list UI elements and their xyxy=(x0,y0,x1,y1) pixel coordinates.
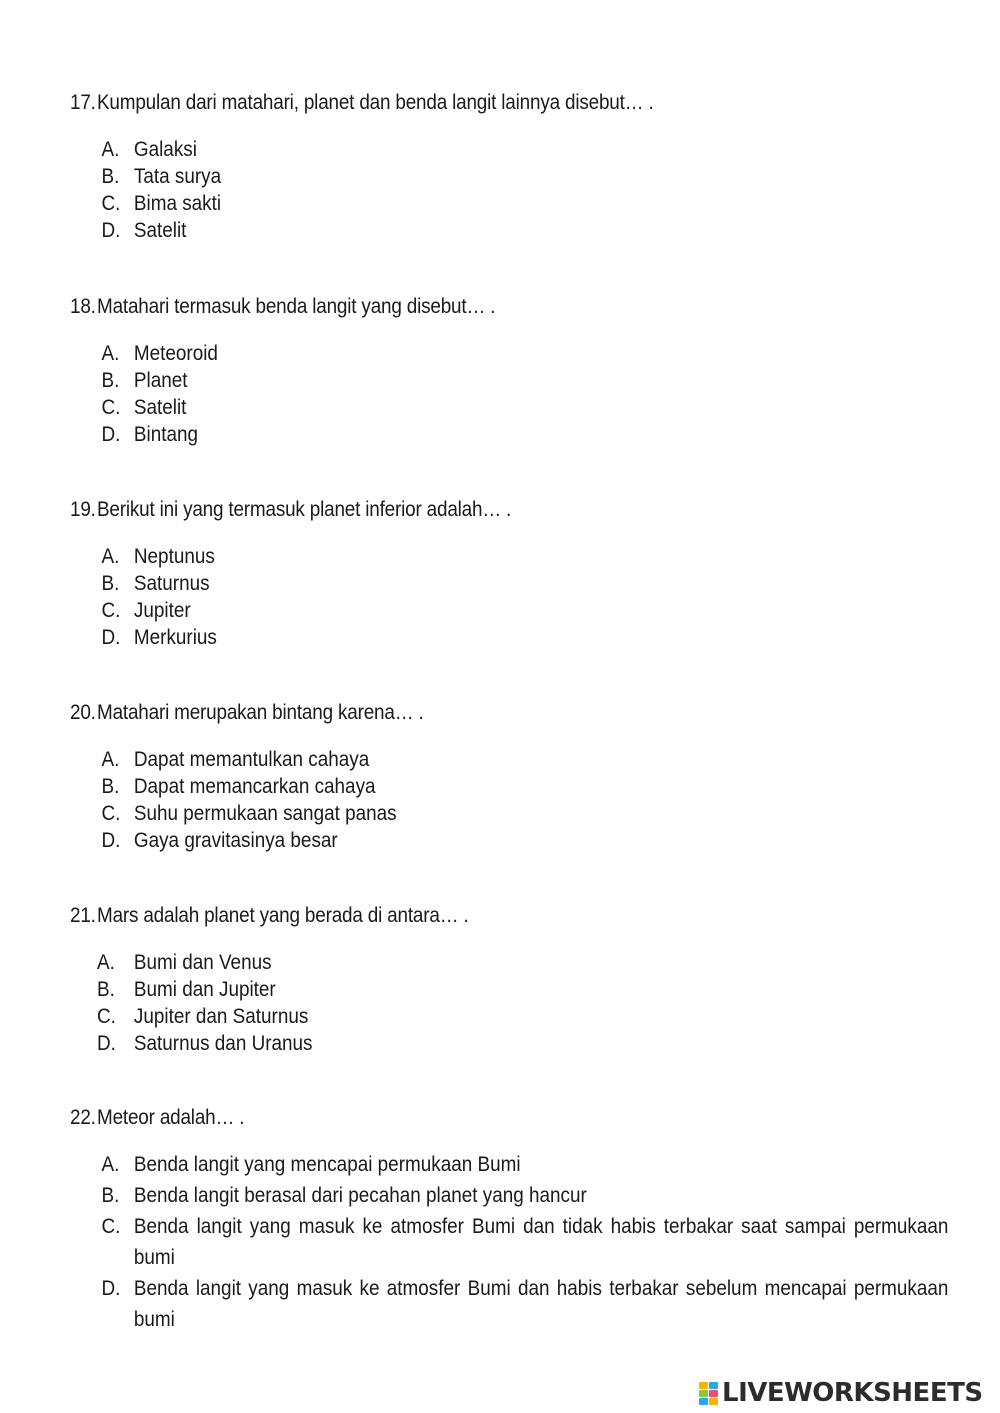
logo-tile xyxy=(699,1382,708,1389)
question-stem xyxy=(70,497,871,523)
option-text: Benda langit berasal dari pecahan planet yang hancur xyxy=(133,1184,587,1207)
liveworksheets-logo xyxy=(698,1378,983,1408)
question-stem xyxy=(70,90,871,116)
option-c[interactable] xyxy=(70,190,871,217)
question-text: Berikut ini yang termasuk planet inferior adalah… . xyxy=(97,498,512,521)
option-letter: C. xyxy=(101,802,121,825)
option-text: Benda langit yang masuk ke atmosfer Bumi dan tidak habis terbakar saat sampai permukaan bumi xyxy=(133,1215,949,1269)
option-text: Merkurius xyxy=(133,626,217,649)
option-letter: D. xyxy=(101,626,121,649)
option-b[interactable] xyxy=(70,976,871,1003)
option-text: Saturnus xyxy=(133,572,210,595)
question-text: Matahari termasuk benda langit yang disebut… . xyxy=(97,295,496,318)
option-a[interactable] xyxy=(70,949,871,976)
question-18 xyxy=(70,294,960,448)
option-text: Bumi dan Jupiter xyxy=(133,978,276,1001)
logo-tile xyxy=(709,1390,718,1397)
option-text: Jupiter xyxy=(133,599,191,622)
option-text: Bima sakti xyxy=(133,192,222,215)
question-stem xyxy=(70,903,871,929)
option-letter: B. xyxy=(97,978,115,1001)
option-text: Benda langit yang mencapai permukaan Bumi xyxy=(133,1153,521,1176)
options-list xyxy=(70,1149,960,1335)
question-number: 22. xyxy=(70,1106,96,1129)
option-b[interactable] xyxy=(70,773,871,800)
option-letter: B. xyxy=(101,369,120,392)
option-a[interactable] xyxy=(70,1149,871,1180)
logo-tile xyxy=(699,1398,708,1405)
option-d[interactable] xyxy=(70,1030,871,1057)
option-text: Neptunus xyxy=(133,545,215,568)
option-text: Tata surya xyxy=(133,165,222,188)
options-list xyxy=(70,543,960,651)
logo-tile xyxy=(699,1390,708,1397)
option-text: Dapat memancarkan cahaya xyxy=(133,775,376,798)
option-c[interactable] xyxy=(70,597,871,624)
question-21 xyxy=(70,903,960,1057)
question-text: Kumpulan dari matahari, planet dan benda langit lainnya disebut… . xyxy=(97,91,654,114)
option-letter: C. xyxy=(97,1005,116,1028)
question-number: 20. xyxy=(70,701,96,724)
option-text: Satelit xyxy=(133,219,187,242)
option-letter: C. xyxy=(101,192,121,215)
question-text: Meteor adalah… . xyxy=(97,1106,245,1129)
option-text: Jupiter dan Saturnus xyxy=(133,1005,309,1028)
option-letter: D. xyxy=(101,829,121,852)
option-letter: D. xyxy=(101,219,121,242)
option-text: Gaya gravitasinya besar xyxy=(133,829,338,852)
question-19 xyxy=(70,497,960,651)
option-a[interactable] xyxy=(70,340,871,367)
option-letter: A. xyxy=(101,138,120,161)
question-number: 21. xyxy=(70,904,96,927)
option-text: Dapat memantulkan cahaya xyxy=(133,748,370,771)
option-letter: B. xyxy=(101,165,120,188)
logo-icon xyxy=(698,1381,718,1405)
option-letter: A. xyxy=(97,951,115,974)
option-letter: C. xyxy=(101,599,121,622)
option-letter: A. xyxy=(101,342,120,365)
option-c[interactable] xyxy=(70,394,871,421)
option-letter: A. xyxy=(101,748,120,771)
option-text: Galaksi xyxy=(133,138,197,161)
option-c[interactable] xyxy=(70,1211,949,1273)
option-d[interactable] xyxy=(70,217,871,244)
question-stem xyxy=(70,294,871,320)
option-c[interactable] xyxy=(70,1003,871,1030)
option-letter: D. xyxy=(101,423,121,446)
option-letter: C. xyxy=(101,396,121,419)
option-letter: B. xyxy=(101,775,120,798)
option-letter: D. xyxy=(97,1032,116,1055)
logo-tile xyxy=(709,1398,718,1405)
question-22 xyxy=(70,1105,960,1335)
question-text: Mars adalah planet yang berada di antara… . xyxy=(97,904,469,927)
logo-tile xyxy=(709,1382,718,1389)
option-b[interactable] xyxy=(70,163,871,190)
option-text: Bumi dan Venus xyxy=(133,951,272,974)
option-text: Suhu permukaan sangat panas xyxy=(133,802,397,825)
option-d[interactable] xyxy=(70,1273,949,1335)
options-list xyxy=(70,136,960,244)
option-text: Satelit xyxy=(133,396,187,419)
question-text: Matahari merupakan bintang karena… . xyxy=(97,701,424,724)
option-text: Planet xyxy=(133,369,188,392)
options-list xyxy=(70,746,960,854)
option-letter: B. xyxy=(101,1184,120,1207)
option-text: Bintang xyxy=(133,423,199,446)
option-letter: B. xyxy=(101,572,120,595)
option-b[interactable] xyxy=(70,1180,871,1211)
question-17 xyxy=(70,90,960,244)
option-text: Saturnus dan Uranus xyxy=(133,1032,313,1055)
option-c[interactable] xyxy=(70,800,871,827)
logo-text: LIVEWORKSHEETS xyxy=(722,1378,983,1408)
option-a[interactable] xyxy=(70,746,871,773)
option-letter: C. xyxy=(101,1215,121,1238)
question-number: 18. xyxy=(70,295,96,318)
question-number: 19. xyxy=(70,498,96,521)
option-d[interactable] xyxy=(70,421,871,448)
option-b[interactable] xyxy=(70,367,871,394)
option-letter: A. xyxy=(101,545,120,568)
option-b[interactable] xyxy=(70,570,871,597)
option-letter: A. xyxy=(101,1153,120,1176)
option-d[interactable] xyxy=(70,827,871,854)
question-number: 17. xyxy=(70,91,96,114)
option-a[interactable] xyxy=(70,543,871,570)
option-letter: D. xyxy=(101,1277,121,1300)
option-text: Meteoroid xyxy=(133,342,218,365)
option-text: Benda langit yang masuk ke atmosfer Bumi dan habis terbakar sebelum mencapai permukaan bumi xyxy=(133,1277,949,1331)
question-stem xyxy=(70,700,871,726)
options-list xyxy=(70,340,960,448)
options-list xyxy=(70,949,960,1057)
question-stem xyxy=(70,1105,871,1131)
option-a[interactable] xyxy=(70,136,871,163)
option-d[interactable] xyxy=(70,624,871,651)
question-20 xyxy=(70,700,960,854)
